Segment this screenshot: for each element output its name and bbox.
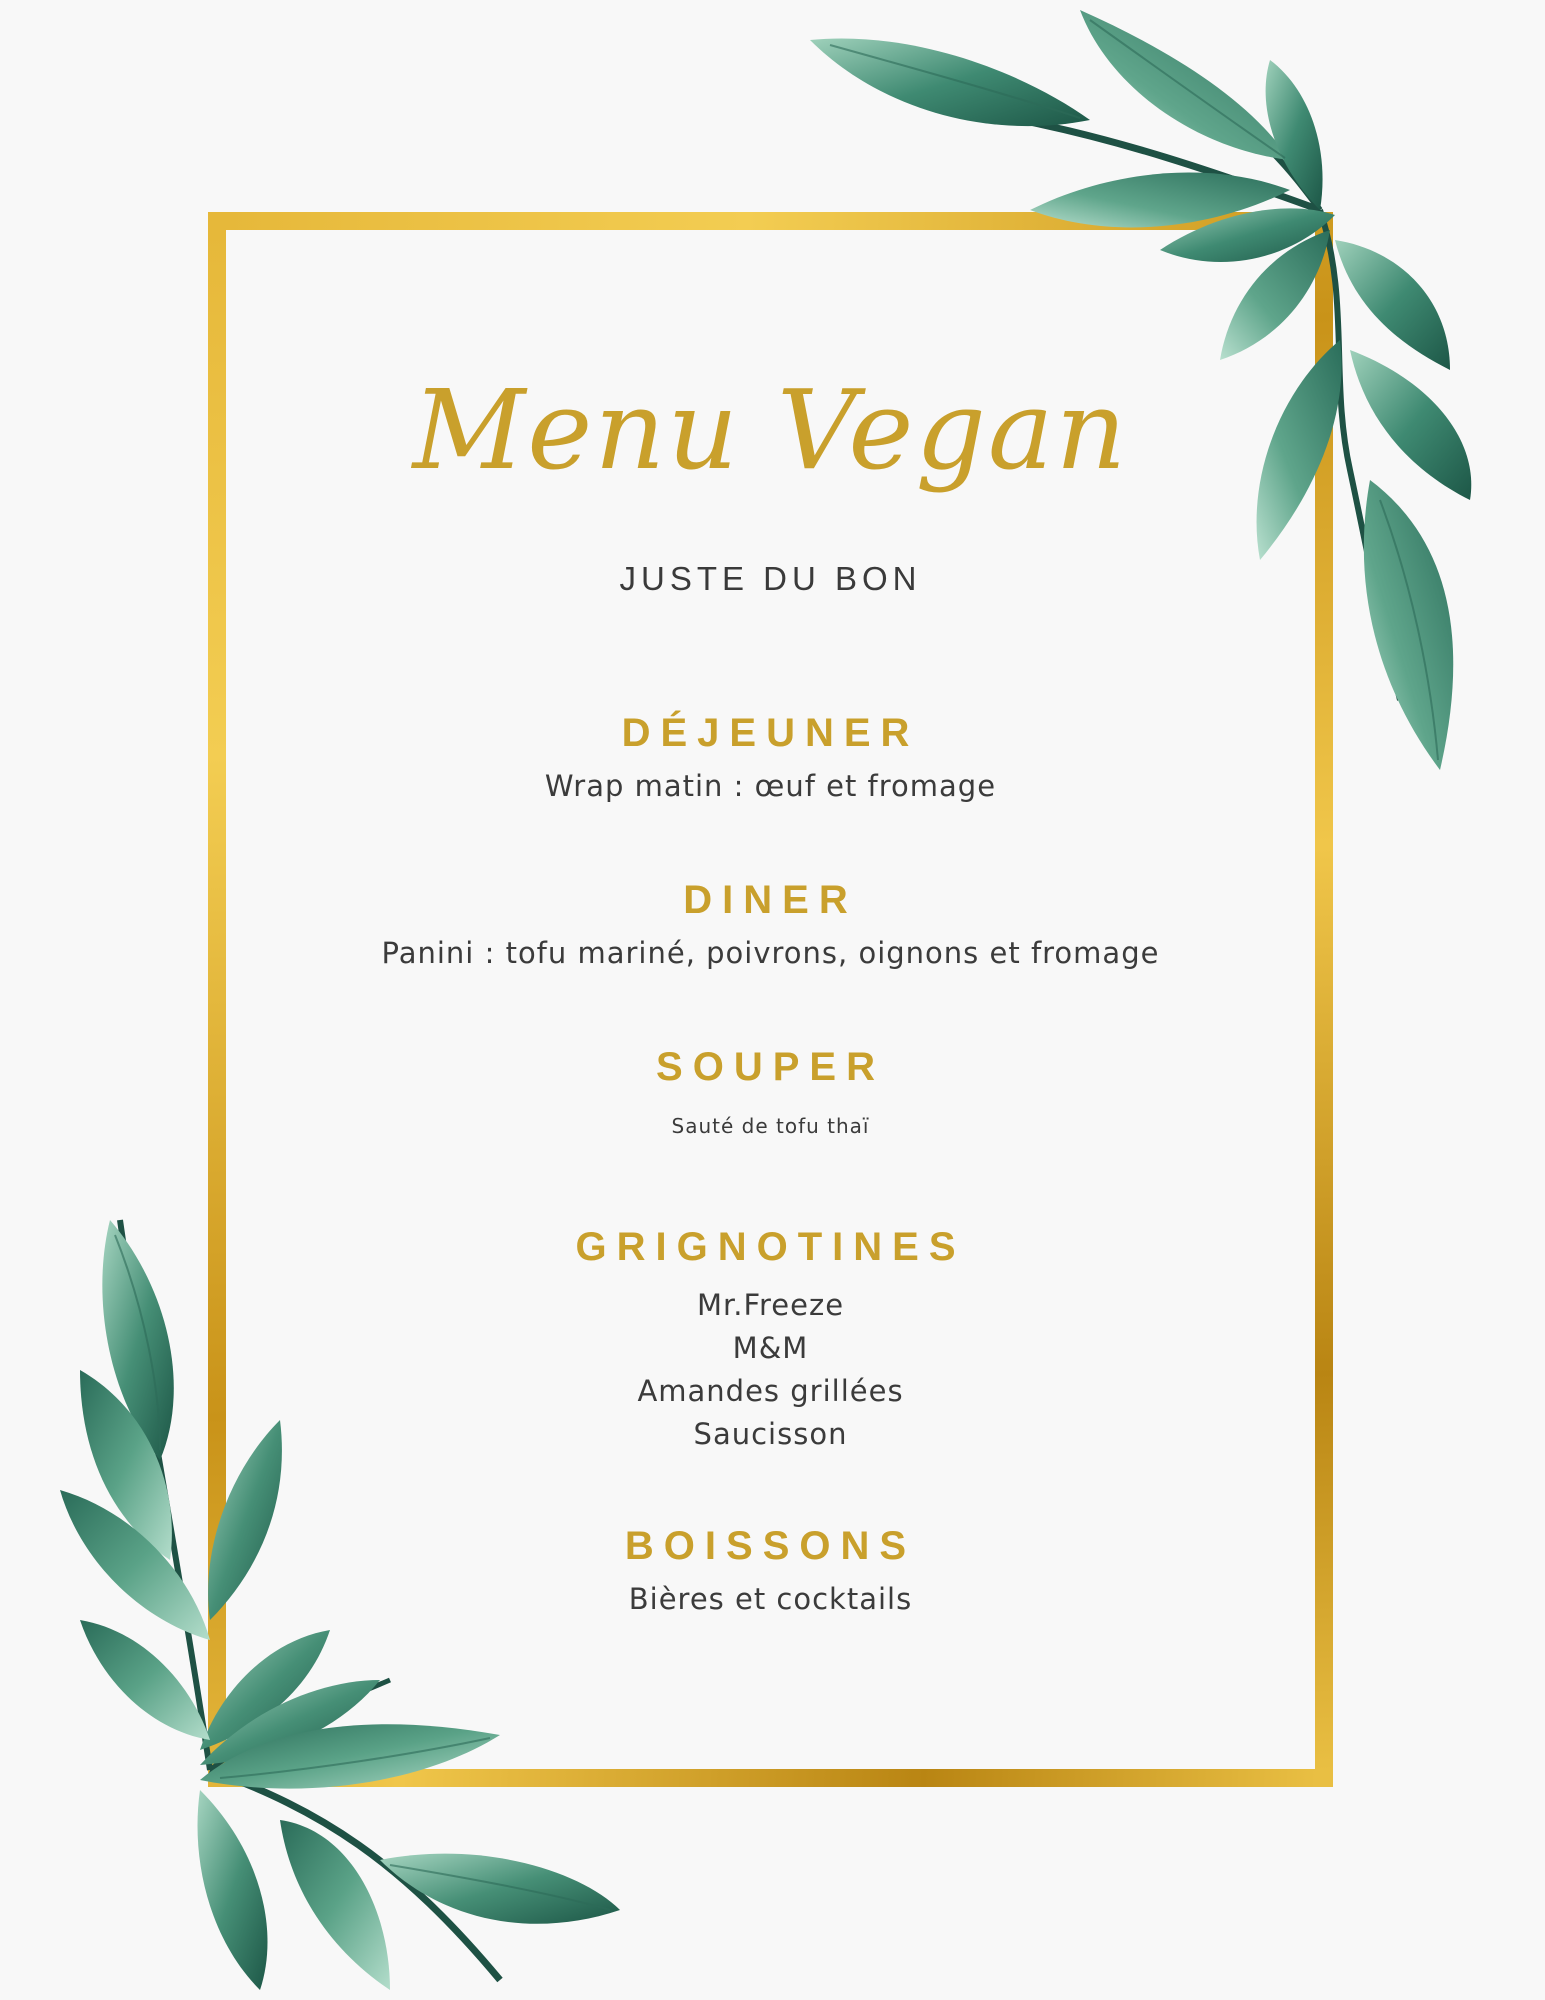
page-subtitle: JUSTE DU BON (619, 560, 922, 597)
menu-item: Sauté de tofu thaï (671, 1114, 870, 1138)
menu-item: Amandes grillées (637, 1374, 904, 1408)
menu-item: Saucisson (693, 1417, 848, 1451)
section-heading-grignotines: GRIGNOTINES (575, 1225, 966, 1269)
menu-item: M&M (732, 1331, 809, 1365)
menu-item: Bières et cocktails (628, 1582, 913, 1616)
menu-item: Wrap matin : œuf et fromage (544, 769, 997, 803)
menu-item: Panini : tofu mariné, poivrons, oignons et fromage (381, 936, 1160, 970)
section-heading-souper: SOUPER (656, 1045, 885, 1089)
menu-item-list (208, 1284, 1333, 1456)
section-heading-boissons: BOISSONS (624, 1524, 917, 1568)
page-title: Menu Vegan (412, 366, 1129, 494)
menu-item: Mr.Freeze (696, 1288, 845, 1322)
section-heading-dejeuner: DÉJEUNER (621, 711, 920, 755)
section-heading-diner: DINER (683, 878, 858, 922)
